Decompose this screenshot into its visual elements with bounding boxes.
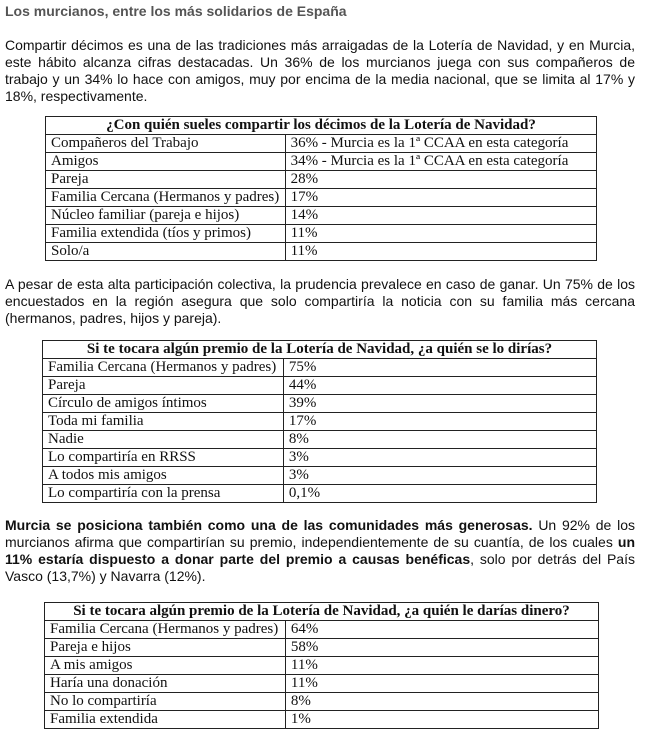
row-value: 1% [285, 711, 598, 729]
table-row [46, 207, 597, 225]
table-give-money [44, 602, 599, 729]
table-row [46, 135, 597, 153]
table-row [46, 153, 597, 171]
row-value: 0,1% [283, 485, 596, 503]
row-label: Toda mi familia [43, 413, 284, 431]
table-row [46, 189, 597, 207]
table-tell-prize [42, 340, 597, 503]
table-row [46, 171, 597, 189]
row-label: Lo compartiría en RRSS [43, 449, 284, 467]
table-row [43, 467, 597, 485]
row-value: 11% [285, 243, 596, 261]
table-row [45, 657, 599, 675]
row-label: Familia extendida [45, 711, 286, 729]
row-value: 36% - Murcia es la 1ª CCAA en esta categoría [285, 135, 596, 153]
row-label: Familia Cercana (Hermanos y padres) [45, 621, 286, 639]
row-label: Haría una donación [45, 675, 286, 693]
row-value: 28% [285, 171, 596, 189]
paragraph-generosity: Murcia se posiciona también como una de las comunidades más generosas. Un 92% de los murcianos afirma que compartirían su premio, independientemente de su cuantía, de los cuales un 11% estaría dispuesto a donar parte del premio a causas benéficas, solo por detrás del País Vasco (13,7%) y Navarra (12%). [5, 517, 635, 584]
row-value: 3% [283, 449, 596, 467]
row-label: A mis amigos [45, 657, 286, 675]
row-value: 75% [283, 359, 596, 377]
row-label: Nadie [43, 431, 284, 449]
row-value: 34% - Murcia es la 1ª CCAA en esta categoría [285, 153, 596, 171]
row-label: Familia Cercana (Hermanos y padres) [46, 189, 286, 207]
row-label: Amigos [46, 153, 286, 171]
table-row [43, 395, 597, 413]
table-row [45, 675, 599, 693]
row-label: Lo compartiría con la prensa [43, 485, 284, 503]
bold-statement: Murcia se posiciona también como una de las comunidades más generosas. [5, 517, 533, 533]
paragraph-prudence: A pesar de esta alta participación colectiva, la prudencia prevalece en caso de ganar. Un 75% de los encuestados en la región asegura que solo compartiría la noticia con su familia más cercana (hermanos, padres, hijos y pareja). [5, 276, 635, 326]
row-label: No lo compartiría [45, 693, 286, 711]
table-row [45, 693, 599, 711]
bold-statement: un 11% estaría dispuesto a donar parte del premio a causas benéficas [5, 534, 635, 567]
row-label: Solo/a [46, 243, 286, 261]
row-label: Círculo de amigos íntimos [43, 395, 284, 413]
row-value: 17% [285, 189, 596, 207]
table-title: ¿Con quién sueles compartir los décimos de la Lotería de Navidad? [46, 117, 597, 135]
row-label: Familia extendida (tíos y primos) [46, 225, 286, 243]
table-title: Si te tocara algún premio de la Lotería de Navidad, ¿a quién le darías dinero? [45, 603, 599, 621]
row-label: Pareja [46, 171, 286, 189]
table-share-tickets [45, 116, 597, 261]
row-value: 3% [283, 467, 596, 485]
table-row [46, 225, 597, 243]
row-label: Pareja [43, 377, 284, 395]
row-label: Familia Cercana (Hermanos y padres) [43, 359, 284, 377]
row-value: 58% [285, 639, 598, 657]
row-value: 11% [285, 225, 596, 243]
table-title: Si te tocara algún premio de la Lotería de Navidad, ¿a quién se lo dirías? [43, 341, 597, 359]
article-heading: Los murcianos, entre los más solidarios de España [5, 3, 347, 19]
row-value: 14% [285, 207, 596, 225]
table-row [43, 449, 597, 467]
row-value: 11% [285, 675, 598, 693]
row-label: Pareja e hijos [45, 639, 286, 657]
row-label: A todos mis amigos [43, 467, 284, 485]
table-row [45, 639, 599, 657]
row-value: 11% [285, 657, 598, 675]
row-label: Compañeros del Trabajo [46, 135, 286, 153]
row-value: 17% [283, 413, 596, 431]
row-value: 64% [285, 621, 598, 639]
row-value: 44% [283, 377, 596, 395]
row-label: Núcleo familiar (pareja e hijos) [46, 207, 286, 225]
table-row [43, 377, 597, 395]
table-row [43, 359, 597, 377]
table-row [46, 243, 597, 261]
row-value: 39% [283, 395, 596, 413]
paragraph-sharing: Compartir décimos es una de las tradiciones más arraigadas de la Lotería de Navidad, y en Murcia, este hábito alcanza cifras destacadas. Un 36% de los murcianos juega con sus compañeros de trabajo y un 34% lo hace con amigos, muy por encima de la media nacional, que se limita al 17% y 18%, respectivamente. [5, 37, 635, 104]
table-row [43, 431, 597, 449]
table-row [45, 621, 599, 639]
table-row [45, 711, 599, 729]
table-row [43, 413, 597, 431]
row-value: 8% [283, 431, 596, 449]
row-value: 8% [285, 693, 598, 711]
table-row [43, 485, 597, 503]
